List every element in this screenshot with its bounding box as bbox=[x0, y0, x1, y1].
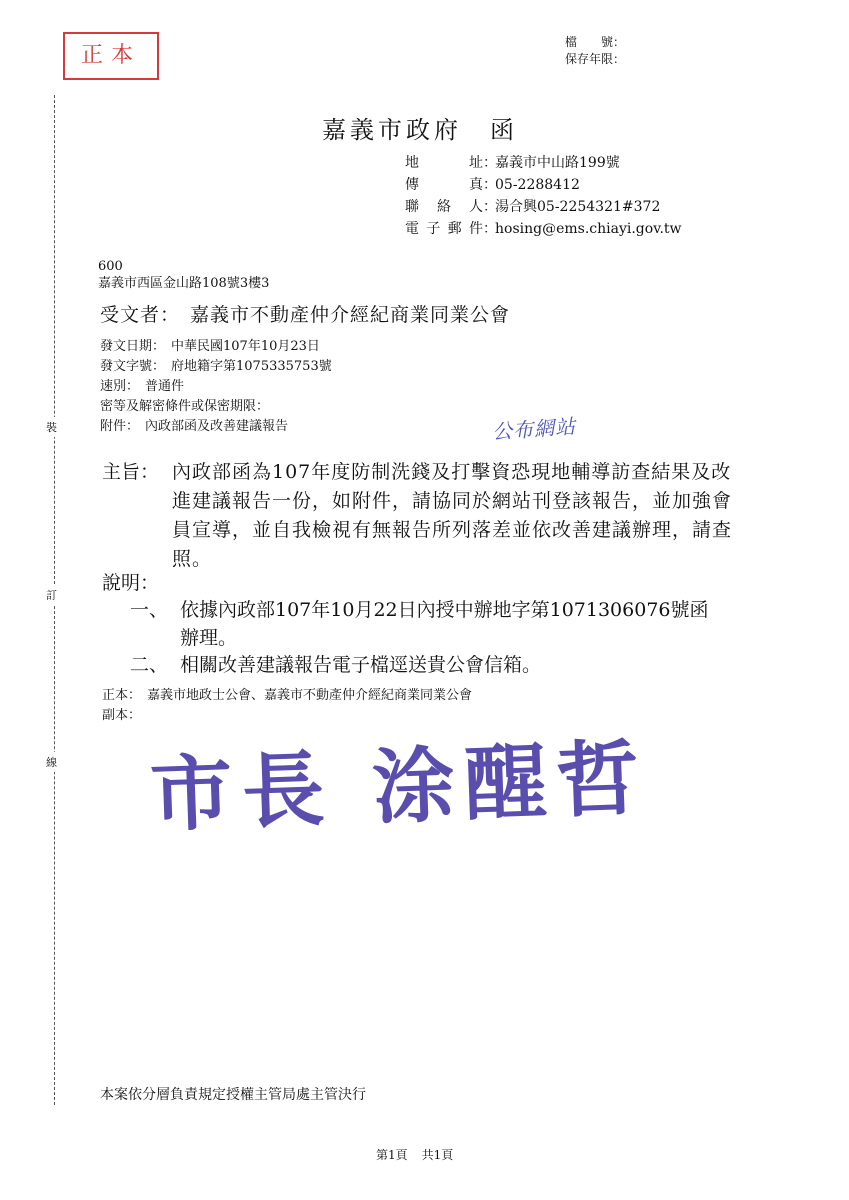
description-item bbox=[130, 596, 720, 652]
page-total: 共1頁 bbox=[421, 1148, 454, 1162]
document-meta bbox=[100, 337, 332, 437]
sender-fax-label: 傳真 bbox=[405, 177, 483, 193]
document-number-value: 府地籍字第1075335753號 bbox=[171, 359, 332, 374]
recipient-label: 受文者： bbox=[100, 304, 181, 326]
binding-mark-bind: 裝 bbox=[46, 417, 57, 437]
classification-row bbox=[100, 397, 332, 417]
description-item bbox=[130, 651, 720, 679]
document-title: 嘉義市政府 函 bbox=[322, 116, 518, 144]
urgency-row bbox=[100, 377, 332, 397]
attachment-row bbox=[100, 417, 332, 437]
sender-info bbox=[405, 152, 682, 240]
sender-address-value: 嘉義市中山路199號 bbox=[495, 155, 620, 171]
archive-retention-label: 保存年限： bbox=[565, 52, 626, 66]
sender-address-label: 地址 bbox=[405, 155, 483, 171]
page-indicator bbox=[376, 1146, 453, 1163]
copies bbox=[102, 686, 472, 726]
recipient bbox=[100, 300, 510, 327]
document-number-row bbox=[100, 357, 332, 377]
recipient-value: 嘉義市不動產仲介經紀商業同業公會 bbox=[190, 304, 511, 326]
subject-label: 主旨： bbox=[102, 461, 160, 483]
original-recipients-value: 嘉義市地政士公會、嘉義市不動產仲介經紀商業同業公會 bbox=[147, 688, 473, 703]
sender-fax-row: 傳真 ： 05-2288412 bbox=[405, 174, 682, 196]
issue-date-row bbox=[100, 337, 332, 357]
subject-text: 內政部函為107年度防制洗錢及打擊資恐現地輔導訪查結果及改進建議報告一份，如附件，請協同於網站刊登該報告，並加強會員宣導，並自我檢視有無報告所列落差並依改善建議辦理，請查照。 bbox=[172, 461, 733, 570]
sender-address-row: 地址 ： 嘉義市中山路199號 bbox=[405, 152, 682, 174]
authorization-note: 本案依分層負責規定授權主管局處主管決行 bbox=[100, 1087, 366, 1103]
page-current: 第1頁 bbox=[376, 1148, 408, 1162]
original-copy-stamp: 正本 bbox=[63, 32, 159, 80]
sender-contact-value: 湯合興05-2254321#372 bbox=[495, 199, 661, 215]
mayor-signature-stamp: 市長 涂醒哲 bbox=[148, 730, 651, 844]
description-item-text: 相關改善建議報告電子檔逕送貴公會信箱。 bbox=[180, 654, 542, 676]
street-address: 嘉義市西區金山路108號3樓3 bbox=[98, 276, 270, 291]
issue-date-value: 中華民國107年10月23日 bbox=[171, 339, 320, 354]
document-number-label: 發文字號： bbox=[100, 359, 166, 374]
sender-email-value[interactable]: hosing@ems.chiayi.gov.tw bbox=[495, 221, 682, 237]
attachment-label: 附件： bbox=[100, 419, 140, 434]
original-recipients-row bbox=[102, 686, 472, 706]
description-item-text: 依據內政部107年10月22日內授中辦地字第1071306076號函辦理。 bbox=[180, 599, 709, 649]
postal-code: 600 bbox=[98, 259, 123, 274]
urgency-value: 普通件 bbox=[145, 379, 185, 394]
urgency-label: 速別： bbox=[100, 379, 140, 394]
description-item-number: 一、 bbox=[130, 599, 169, 621]
attachment-value[interactable]: 內政部函及改善建議報告 bbox=[145, 419, 289, 434]
description-label: 說明： bbox=[102, 572, 160, 594]
archive-number-label: 檔 號： bbox=[565, 35, 626, 49]
binding-mark-line: 線 bbox=[46, 752, 57, 772]
classification-label: 密等及解密條件或保密期限： bbox=[100, 399, 270, 414]
subject bbox=[102, 458, 742, 574]
archive-fields bbox=[565, 34, 625, 68]
duplicate-recipients-label: 副本： bbox=[102, 708, 142, 723]
original-recipients-label: 正本： bbox=[102, 688, 142, 703]
issue-date-label: 發文日期： bbox=[100, 339, 166, 354]
sender-contact-label: 聯絡人 bbox=[405, 199, 483, 215]
description-item-number: 二、 bbox=[130, 654, 169, 676]
handwritten-note: 公布網站 bbox=[491, 414, 577, 444]
sender-email-label: 電子郵件 bbox=[405, 221, 483, 237]
sender-contact-row: 聯絡人 ： 湯合興05-2254321#372 bbox=[405, 196, 682, 218]
sender-email-row: 電子郵件 ： hosing@ems.chiayi.gov.tw bbox=[405, 218, 682, 240]
binding-mark-staple: 訂 bbox=[46, 585, 57, 605]
sender-fax-value: 05-2288412 bbox=[495, 177, 580, 193]
recipient-address bbox=[98, 258, 269, 292]
